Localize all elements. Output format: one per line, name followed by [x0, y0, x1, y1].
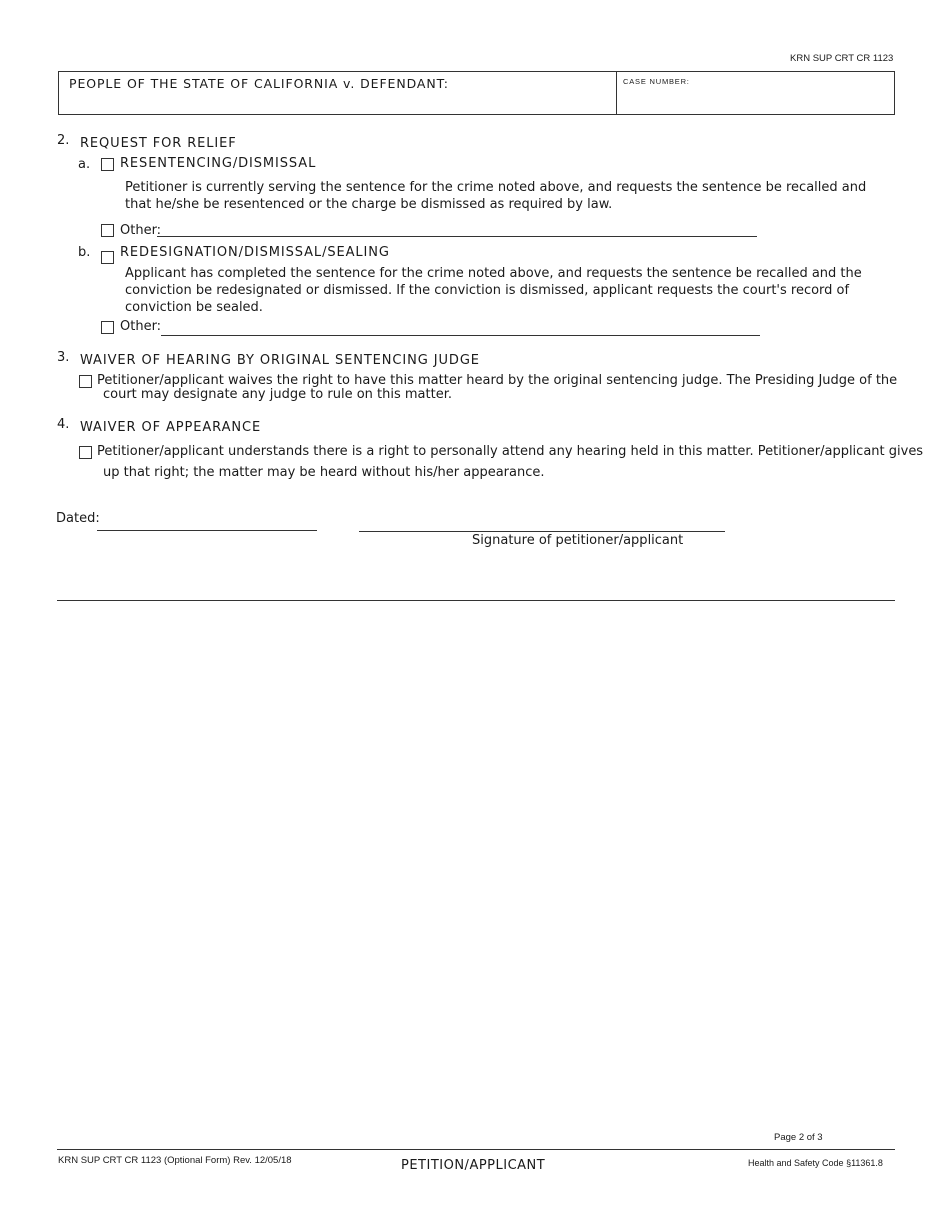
case-caption: [58, 71, 895, 115]
resentencing-checkbox[interactable]: [101, 158, 114, 171]
statute-reference: Health and Safety Code §11361.8: [748, 1158, 883, 1168]
item-b-other-checkbox[interactable]: [101, 321, 114, 334]
case-title: PEOPLE OF THE STATE OF CALIFORNIA v. DEFENDANT:: [69, 76, 449, 91]
waiver-hearing-checkbox[interactable]: [79, 375, 92, 388]
item-a-other-field[interactable]: [157, 236, 757, 237]
section-divider: [57, 600, 895, 601]
date-field[interactable]: [97, 530, 317, 531]
form-title: PETITION/APPLICANT: [401, 1158, 546, 1173]
waiver-appearance-checkbox[interactable]: [79, 446, 92, 459]
section-4-number: 4.: [57, 417, 70, 432]
waiver-hearing-text-line2: court may designate any judge to rule on this matter.: [103, 387, 453, 402]
footer-divider: [57, 1149, 895, 1150]
resentencing-label: RESENTENCING/DISMISSAL: [120, 156, 317, 171]
item-b-letter: b.: [78, 245, 91, 260]
section-3-heading: WAIVER OF HEARING BY ORIGINAL SENTENCING JUDGE: [80, 353, 480, 368]
section-2-number: 2.: [57, 133, 70, 148]
dated-label: Dated:: [56, 511, 100, 526]
item-b-other-field[interactable]: [161, 335, 760, 336]
resentencing-text: Petitioner is currently serving the sentence for the crime noted above, and requests the sentence be recalled and that he/she be resentenced or the charge be dismissed as required by law.: [125, 180, 867, 212]
form-revision: KRN SUP CRT CR 1123 (Optional Form) Rev. 12/05/18: [58, 1155, 292, 1166]
item-a-other-label: Other:: [120, 223, 162, 238]
waiver-appearance-text-line1: Petitioner/applicant understands there is a right to personally attend any hearing held in this matter. Petitioner/applicant gives: [97, 444, 924, 459]
redesignation-label: REDESIGNATION/DISMISSAL/SEALING: [120, 245, 390, 260]
item-a-letter: a.: [78, 157, 91, 172]
waiver-appearance-text-line2: up that right; the matter may be heard without his/her appearance.: [103, 465, 545, 480]
section-4-heading: WAIVER OF APPEARANCE: [80, 420, 262, 435]
page-number: Page 2 of 3: [774, 1132, 823, 1143]
waiver-hearing-text-line1: Petitioner/applicant waives the right to have this matter heard by the original sentencing judge. The Presiding Judge of the: [97, 373, 898, 388]
redesignation-text: Applicant has completed the sentence for the crime noted above, and requests the sentence be recalled and the conviction be redesignated or dismissed. If the conviction is dismissed, applicant requests the court's record of conviction be sealed.: [125, 266, 862, 315]
signature-label: Signature of petitioner/applicant: [472, 533, 684, 548]
case-number-label: CASE NUMBER:: [623, 77, 690, 86]
section-3-number: 3.: [57, 350, 70, 365]
redesignation-checkbox[interactable]: [101, 251, 114, 264]
caption-divider: [616, 72, 617, 114]
section-2-heading: REQUEST FOR RELIEF: [80, 136, 237, 151]
form-id-top: KRN SUP CRT CR 1123: [790, 53, 894, 64]
item-b-other-label: Other:: [120, 319, 162, 334]
case-number-field[interactable]: [629, 92, 889, 110]
item-a-other-checkbox[interactable]: [101, 224, 114, 237]
